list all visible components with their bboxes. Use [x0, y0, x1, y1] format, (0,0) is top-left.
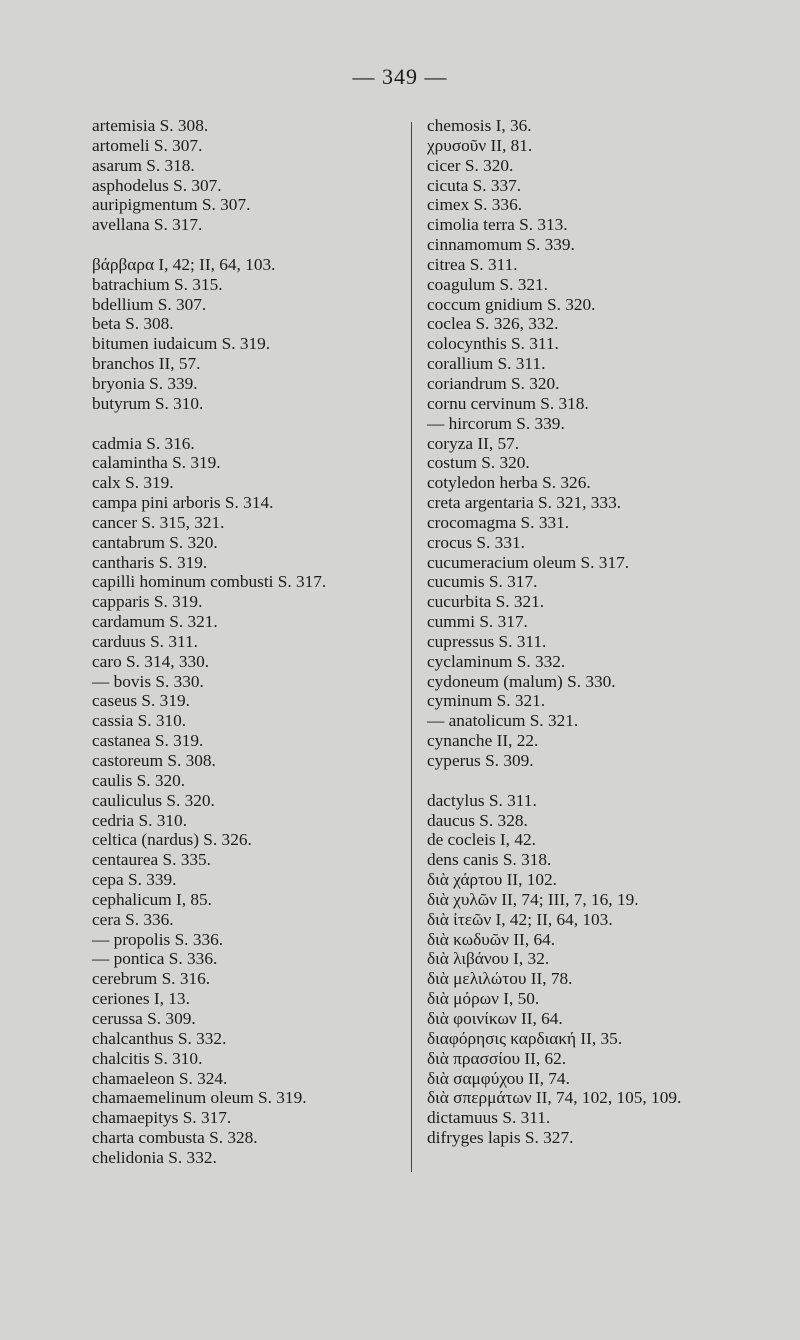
index-entry: caseus S. 319.	[92, 691, 190, 711]
index-entry: — pontica S. 336.	[92, 949, 218, 969]
index-entry: cynanche II, 22.	[427, 731, 539, 751]
index-entry: campa pini arboris S. 314.	[92, 493, 274, 513]
index-column-right	[427, 116, 745, 1148]
index-entry: castanea S. 319.	[92, 731, 204, 751]
index-entry: artemisia S. 308.	[92, 116, 209, 135]
index-entry: asarum S. 318.	[92, 155, 195, 175]
index-entry: carduus S. 311.	[92, 631, 198, 651]
index-entry: costum S. 320.	[427, 453, 530, 473]
index-entry: corallium S. 311.	[427, 354, 546, 374]
index-entry: cummi S. 317.	[427, 612, 528, 632]
index-entry: cucurbita S. 321.	[427, 592, 545, 612]
index-entry: chelidonia S. 332.	[92, 1147, 217, 1167]
index-entry: chalcitis S. 310.	[92, 1048, 203, 1068]
index-entry: daucus S. 328.	[427, 810, 528, 830]
index-entry: chamaemelinum oleum S. 319.	[92, 1088, 307, 1108]
index-entry: διὰ χυλῶν II, 74; III, 7, 16, 19.	[427, 889, 639, 909]
index-entry: coryza II, 57.	[427, 433, 520, 453]
index-entry: cepa S. 339.	[92, 870, 177, 890]
index-entry: crocomagma S. 331.	[427, 512, 570, 532]
letter-group-spacer	[92, 414, 392, 434]
index-entry: castoreum S. 308.	[92, 751, 216, 770]
index-entry: chemosis I, 36.	[427, 116, 532, 135]
index-entry: avellana S. 317.	[92, 215, 203, 235]
index-entry: celtica (nardus) S. 326.	[92, 830, 252, 850]
index-entry: cephalicum I, 85.	[92, 889, 212, 909]
index-entry: asphodelus S. 307.	[92, 175, 222, 195]
index-entry: διὰ χάρτου II, 102.	[427, 870, 557, 890]
index-entry: crocus S. 331.	[427, 532, 525, 552]
index-entry: — hircorum S. 339.	[427, 413, 565, 433]
index-entry: cedria S. 310.	[92, 810, 188, 830]
index-entry: διὰ πρασσίου II, 62.	[427, 1048, 567, 1068]
index-entry: διὰ μόρων I, 50.	[427, 989, 540, 1009]
index-entry: de cocleis I, 42.	[427, 830, 536, 850]
index-entry: butyrum S. 310.	[92, 393, 204, 413]
index-entry: cassia S. 310.	[92, 711, 187, 731]
index-entry: διὰ κωδυῶν II, 64.	[427, 929, 556, 949]
index-entry: coccum gnidium S. 320.	[427, 294, 596, 314]
index-entry: cardamum S. 321.	[92, 612, 218, 632]
index-entry: cinnamomum S. 339.	[427, 235, 575, 255]
index-entry: centaurea S. 335.	[92, 850, 212, 870]
index-entry: dictamuus S. 311.	[427, 1108, 551, 1128]
index-entry: cimex S. 336.	[427, 195, 523, 215]
index-entry: coclea S. 326, 332.	[427, 314, 559, 334]
index-entry: διὰ φοινίκων II, 64.	[427, 1008, 563, 1028]
index-entry: chamaepitys S. 317.	[92, 1108, 232, 1128]
index-entry: χρυσοῦν II, 81.	[427, 135, 533, 155]
index-entry: cicer S. 320.	[427, 155, 514, 175]
index-entry: cantharis S. 319.	[92, 552, 208, 572]
index-entry: creta argentaria S. 321, 333.	[427, 493, 622, 513]
index-entry: bryonia S. 339.	[92, 373, 198, 393]
index-entry: διὰ σαμφύχου II, 74.	[427, 1068, 570, 1088]
index-entry: cyminum S. 321.	[427, 691, 546, 711]
index-entry: cyclaminum S. 332.	[427, 651, 566, 671]
column-divider	[411, 122, 412, 1172]
index-entry: bdellium S. 307.	[92, 294, 207, 314]
index-entry: artomeli S. 307.	[92, 135, 203, 155]
index-entry: ceriones I, 13.	[92, 989, 190, 1009]
index-entry: cyperus S. 309.	[427, 751, 534, 770]
index-entry: calx S. 319.	[92, 473, 174, 493]
index-entry: cera S. 336.	[92, 909, 174, 929]
index-entry: beta S. 308.	[92, 314, 174, 334]
index-entry: batrachium S. 315.	[92, 274, 223, 294]
index-entry: — bovis S. 330.	[92, 671, 204, 691]
index-entry: calamintha S. 319.	[92, 453, 221, 473]
index-entry: cimolia terra S. 313.	[427, 215, 568, 235]
index-entry: caro S. 314, 330.	[92, 651, 210, 671]
index-entry: cerebrum S. 316.	[92, 969, 211, 989]
index-entry: coagulum S. 321.	[427, 274, 548, 294]
index-entry: διαφόρησις καρδιακή II, 35.	[427, 1028, 623, 1048]
index-entry: διὰ ἰτεῶν I, 42; II, 64, 103.	[427, 909, 613, 929]
index-entry: capparis S. 319.	[92, 592, 203, 612]
index-entry: chalcanthus S. 332.	[92, 1028, 227, 1048]
index-entry: διὰ λιβάνου I, 32.	[427, 949, 550, 969]
index-entry: — propolis S. 336.	[92, 929, 224, 949]
letter-group-spacer	[92, 235, 392, 255]
index-entry: cupressus S. 311.	[427, 631, 547, 651]
index-entry: cotyledon herba S. 326.	[427, 473, 591, 493]
letter-group-spacer	[427, 771, 745, 791]
index-entry: cornu cervinum S. 318.	[427, 393, 589, 413]
index-entry: cucumis S. 317.	[427, 572, 538, 592]
index-entry: auripigmentum S. 307.	[92, 195, 251, 215]
index-entry: cerussa S. 309.	[92, 1008, 196, 1028]
index-entry: colocynthis S. 311.	[427, 334, 559, 354]
index-entry: chamaeleon S. 324.	[92, 1068, 228, 1088]
index-entry: cydoneum (malum) S. 330.	[427, 671, 616, 691]
index-entry: dens canis S. 318.	[427, 850, 552, 870]
page-number: — 349 —	[352, 64, 448, 89]
index-entry: dactylus S. 311.	[427, 790, 537, 810]
index-entry: coriandrum S. 320.	[427, 373, 560, 393]
index-entry: caulis S. 320.	[92, 770, 186, 790]
index-entry: cadmia S. 316.	[92, 433, 195, 453]
index-entry: cancer S. 315, 321.	[92, 512, 225, 532]
index-entry: bitumen iudaicum S. 319.	[92, 334, 271, 354]
index-entry: cantabrum S. 320.	[92, 532, 218, 552]
index-entry: cauliculus S. 320.	[92, 790, 215, 810]
index-entry: citrea S. 311.	[427, 254, 518, 274]
index-entry: διὰ σπερμάτων II, 74, 102, 105, 109.	[427, 1088, 682, 1108]
index-entry: branchos II, 57.	[92, 354, 201, 374]
index-entry: charta combusta S. 328.	[92, 1128, 258, 1148]
index-entry: cicuta S. 337.	[427, 175, 522, 195]
index-entry: βάρβαρα I, 42; II, 64, 103.	[92, 254, 276, 274]
index-entry: capilli hominum combusti S. 317.	[92, 572, 327, 592]
index-entry: — anatolicum S. 321.	[427, 711, 579, 731]
index-column-left	[92, 116, 392, 1168]
index-entry: difryges lapis S. 327.	[427, 1128, 574, 1148]
index-entry: διὰ μελιλώτου II, 78.	[427, 969, 573, 989]
index-entry: cucumeracium oleum S. 317.	[427, 552, 630, 572]
